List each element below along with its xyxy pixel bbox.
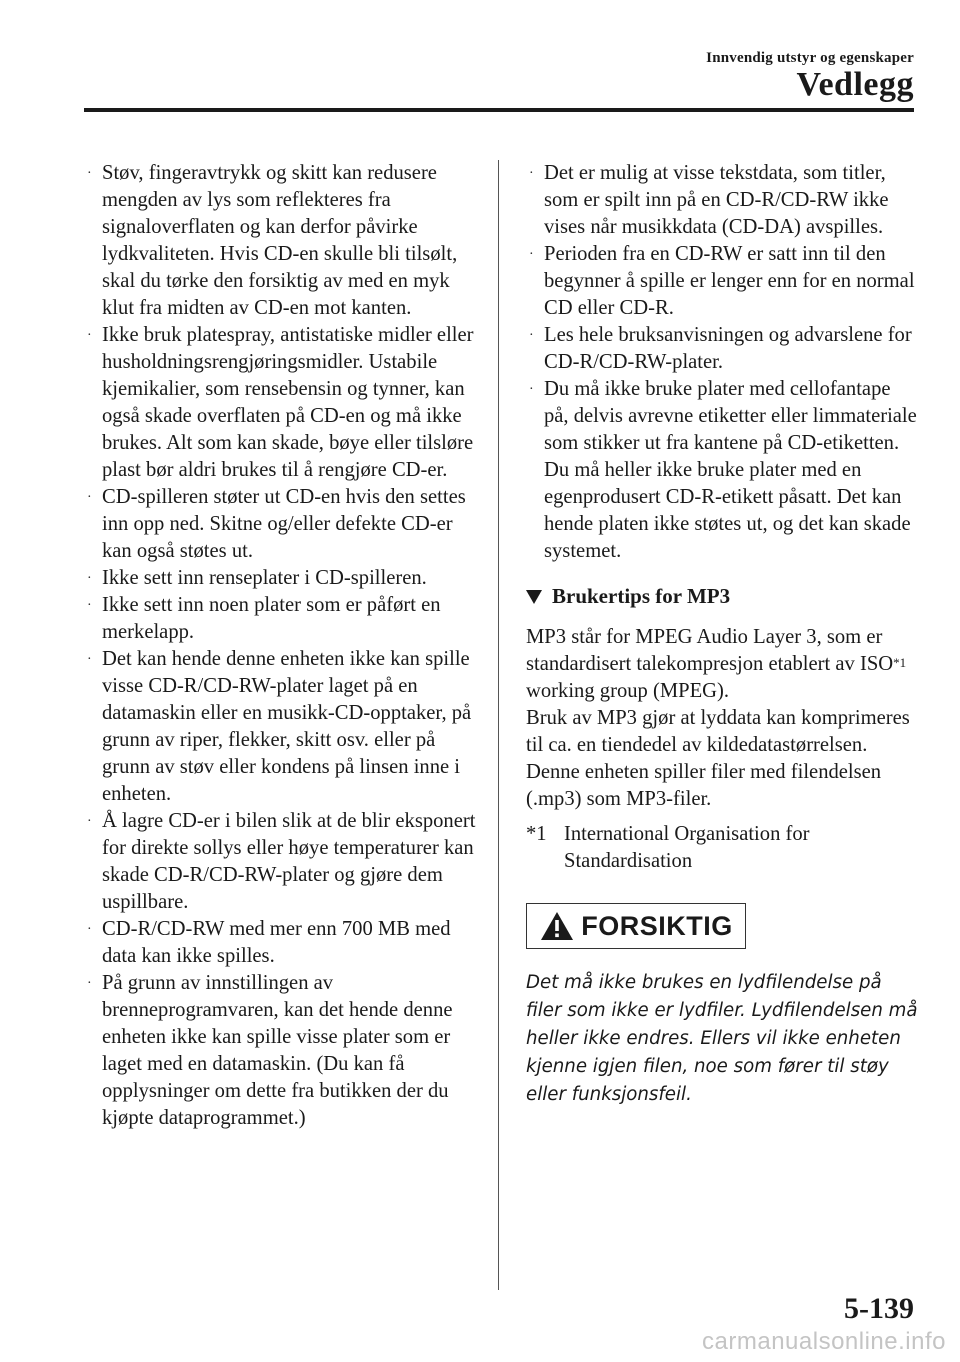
triangle-down-icon	[526, 590, 542, 604]
left-column	[84, 160, 482, 1132]
list-item: · Les hele bruksanvisningen og advarslene for CD-R/CD-RW-plater.	[529, 324, 912, 373]
list-item: · Ikke sett inn noen plater som er påført en merkelapp.	[87, 594, 441, 643]
list-item: · Perioden fra en CD-RW er satt inn til den begynner å spille er lenger enn for en normal CD eller CD-R.	[529, 243, 915, 319]
page-number: 5-139	[844, 1292, 914, 1325]
bullet-dot-icon: ·	[87, 598, 92, 613]
list-item: · Ikke bruk platespray, antistatiske midler eller husholdningsrengjøringsmidler. Ustabile kjemikalier, som rensebensin og tynner, kan også skade overflaten på CD-en og må ikke brukes. Alt som kan skade, bøye eller tilsløre plast bør aldri brukes til å rengjøre CD-er.	[87, 324, 474, 481]
caution-text: Det må ikke brukes en lydfilendelse på filer som ikke er lydfiler. Lydfilendelsen må heller ikke endres. Ellers vil ikke enheten kjenne igjen filen, noe som fører til støy eller funksjonsfeil.	[526, 972, 918, 1105]
left-bullet-list	[84, 160, 482, 1132]
header-rule	[84, 108, 914, 112]
footnote-mark: *1	[526, 823, 547, 845]
mp3-section-heading: Brukertips for MP3	[526, 583, 918, 610]
bullet-dot-icon: ·	[87, 922, 92, 937]
right-column	[526, 160, 918, 1109]
footnote-text: International Organisation for Standardisation	[564, 823, 810, 872]
watermark: carmanualsonline.info	[702, 1328, 946, 1355]
footnote	[526, 821, 918, 875]
list-item: · Støv, fingeravtrykk og skitt kan redusere mengden av lys som reflekteres fra signaloverflaten og kan derfor påvirke lydkvaliteten. Hvis CD-en skulle bli tilsølt, skal du tørke den forsiktig av med en myk klut fra midten av CD-en mot kanten.	[87, 162, 458, 319]
bullet-dot-icon: ·	[87, 652, 92, 667]
bullet-dot-icon: ·	[87, 814, 92, 829]
list-item: · Ikke sett inn renseplater i CD-spilleren.	[84, 565, 482, 592]
bullet-dot-icon: ·	[529, 247, 534, 262]
list-item: · Det kan hende denne enheten ikke kan spille visse CD-R/CD-RW-plater laget på en datamaskin eller en musikk-CD-opptaker, på grunn av riper, flekker, skitt osv. eller på grunn av støv eller kondens på linsen inne i enheten.	[87, 648, 472, 805]
list-item: · På grunn av innstillingen av brenneprogramvaren, kan det hende denne enheten ikke kan spille visse plater som er laget med en datamaskin. (Du kan få opplysninger om dette fra butikken der du kjøpte dataprogrammet.)	[87, 972, 453, 1129]
list-item: · CD-spilleren støter ut CD-en hvis den settes inn opp ned. Skitne og/eller defekte CD-er kan også støtes ut.	[87, 486, 466, 562]
list-item: · Det er mulig at visse tekstdata, som titler, som er spilt inn på en CD-R/CD-RW ikke vises når musikkdata (CD-DA) avspilles.	[529, 162, 889, 238]
bullet-dot-icon: ·	[87, 166, 92, 181]
warning-icon	[539, 910, 575, 942]
footnote-ref: *1	[893, 655, 907, 670]
list-item: · Du må ikke bruke plater med cellofantape på, delvis avrevne etiketter eller limmateriale som stikker ut fra kantene på CD-etiketten. Du må heller ikke bruke plater med en egenprodusert CD-R-etikett påsatt. Det kan hende platen ikke støtes ut, og det kan skade systemet.	[529, 378, 917, 562]
mp3-intro-paragraph: MP3 står for MPEG Audio Layer 3, som er standardisert talekompresjon etablert av ISO$^{*1}$ working group (MPEG).	[526, 626, 907, 702]
bullet-dot-icon: ·	[87, 571, 92, 586]
bullet-dot-icon: ·	[87, 976, 92, 991]
caution-header	[526, 903, 746, 949]
bullet-dot-icon: ·	[529, 328, 534, 343]
list-item: · Å lagre CD-er i bilen slik at de blir eksponert for direkte sollys eller høye temperaturer kan skade CD-R/CD-RW-plater og gjøre dem uspillbare.	[87, 810, 476, 913]
mp3-compression-paragraph: Bruk av MP3 gjør at lyddata kan komprimeres til ca. en tiendedel av kildedatastørrelsen.	[526, 707, 910, 756]
right-bullet-list	[526, 160, 918, 565]
section-title: Vedlegg	[796, 66, 914, 103]
bullet-dot-icon: ·	[87, 328, 92, 343]
column-divider	[498, 160, 499, 1290]
list-item: · CD-R/CD-RW med mer enn 700 MB med data kan ikke spilles.	[87, 918, 451, 967]
bullet-dot-icon: ·	[529, 382, 534, 397]
caution-label: FORSIKTIG	[581, 910, 733, 941]
bullet-dot-icon: ·	[87, 490, 92, 505]
section-subtitle: Innvendig utstyr og egenskaper	[706, 50, 914, 66]
bullet-dot-icon: ·	[529, 166, 534, 181]
mp3-extension-paragraph: Denne enheten spiller filer med filendelsen (.mp3) som MP3-filer.	[526, 761, 882, 810]
